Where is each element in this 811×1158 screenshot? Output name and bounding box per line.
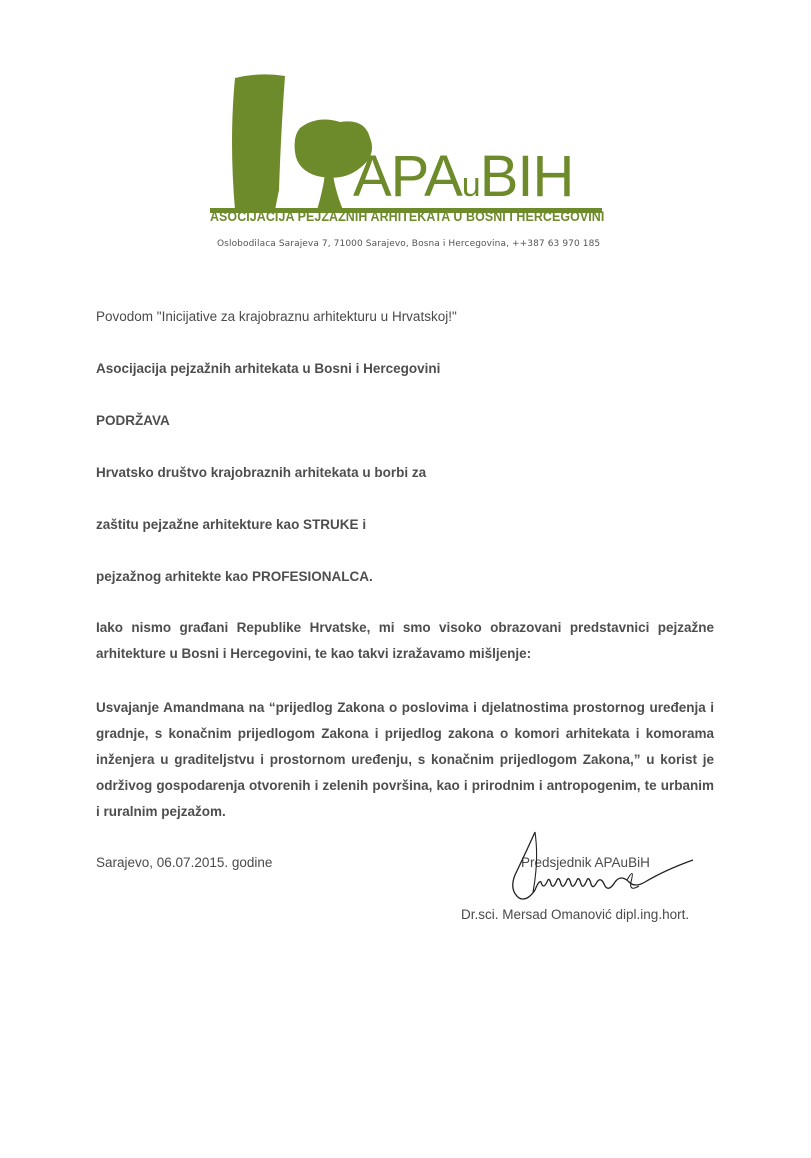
supports-line: PODRŽAVA <box>96 413 170 428</box>
body-line-1: Hrvatsko društvo krajobraznih arhitekata u borbi za <box>96 465 427 480</box>
org-address: Oslobodilaca Sarajeva 7, 71000 Sarajevo, Bosna i Hercegovina, ++387 63 970 185 <box>217 239 601 249</box>
body-line-3: pejzažnog arhitekte kao PROFESIONALCA. <box>96 569 373 584</box>
signatory-name: Dr.sci. Mersad Omanović dipl.ing.hort. <box>461 907 690 922</box>
place-and-date: Sarajevo, 06.07.2015. godine <box>96 855 273 870</box>
paragraph-opinion: Iako nismo građani Republike Hrvatske, mi smo visoko obrazovani predstavnici pejzažne arhitekture u Bosni i Hercegovini, te kao takvi izražavamo mišljenje: <box>96 620 714 661</box>
handwritten-signature-icon <box>505 830 705 910</box>
apaubih-logo <box>205 70 607 255</box>
org-name-line: Asocijacija pejzažnih arhitekata u Bosni i Hercegovini <box>96 361 441 376</box>
signatory-title: Predsjednik APAuBiH <box>521 855 650 870</box>
body-line-2: zaštitu pejzažne arhitekture kao STRUKE i <box>96 517 367 532</box>
intro-line: Povodom "Inicijative za krajobraznu arhitekturu u Hrvatskoj!" <box>96 309 457 324</box>
paragraph-amendment: Usvajanje Amandmana na “prijedlog Zakona o poslovima i djelatnostima prostornog uređenja i gradnje, s konačnim prijedlogom Zakona i prijedlog zakona o komori arhitekata i komorama inženjera u graditeljstvu i prostornom uređenju, s konačnim prijedlogom Zakona,” u korist je održivog gospodarenja otvorenih i zelenih površina, kao i prirodnim i antropogenim, te urbanim i ruralnim pejzažom. <box>96 700 714 819</box>
logo-brand-text: APAuBIH <box>353 144 574 209</box>
org-full-name-caps: ASOCIJACIJA PEJZAŽNIH ARHITEKATA U BOSNI I HERCEGOVINI <box>210 209 605 224</box>
